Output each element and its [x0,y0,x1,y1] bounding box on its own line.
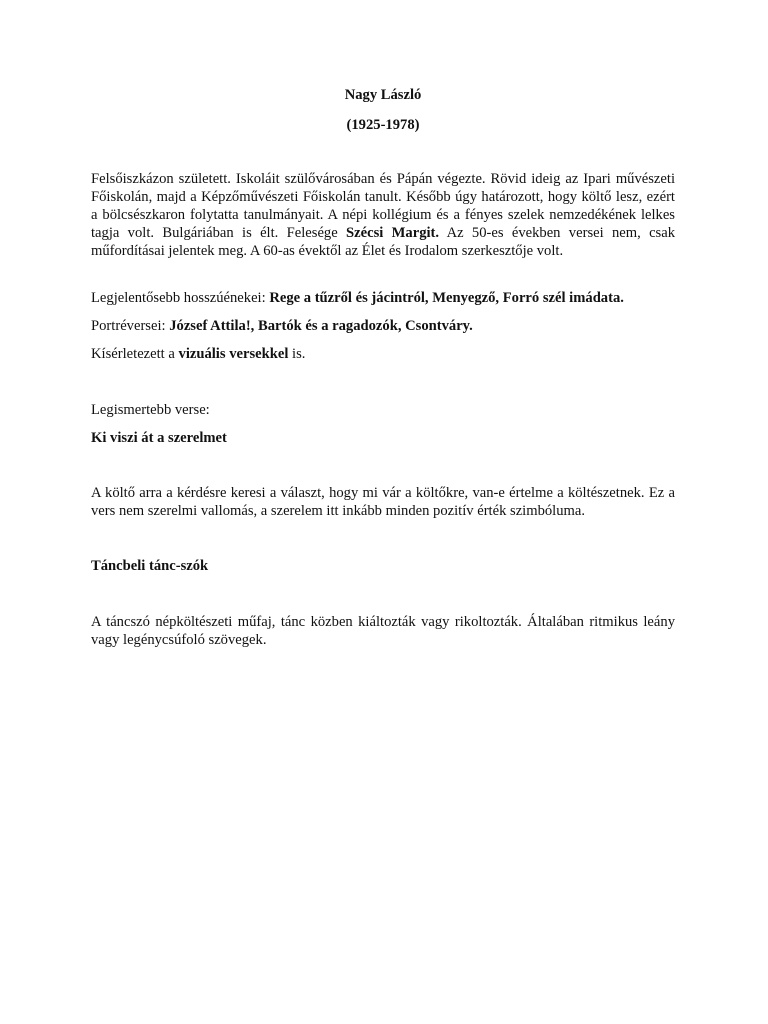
life-years: (1925-1978) [346,117,420,133]
visual-poems-line [91,345,675,363]
dance-description: A táncszó népköltészeti műfaj, tánc közben kiáltozták vagy rikoltozták. Általában ritmikus leány vagy legénycsúfoló szövegek. [91,614,675,648]
portrait-poems-label: Portréversei: [91,318,170,334]
visual-poems-suffix: is. [288,346,306,362]
biography-text-2: Az 50-es években versei nem, csak műfordításai jelentek meg. A 60-as évektől az Élet és Irodalom szerkesztője volt. [91,225,676,259]
biography-paragraph [91,170,675,260]
long-poems-titles: Rege a tűzről és jácintról, Menyegző, Forró szél imádata. [269,290,624,306]
portrait-poems-titles: József Attila!, Bartók és a ragadozók, Csontváry. [169,318,473,334]
best-known-poem-title: Ki viszi át a szerelmet [91,430,227,446]
visual-poems-prefix: Kísérletezett a [91,346,179,362]
portrait-poems-line [91,317,675,335]
author-name: Nagy László [344,87,422,103]
best-known-description: A költő arra a kérdésre keresi a választ, hogy mi vár a költőkre, van-e értelme a költészetnek. Ez a vers nem szerelmi vallomás, a szerelem itt inkább minden pozitív érték szimbóluma. [91,485,675,519]
wife-name: Szécsi Margit. [346,225,440,241]
best-known-label: Legismertebb verse: [91,402,210,418]
long-poems-label: Legjelentősebb hosszúénekei: [91,290,270,306]
dance-section-title: Táncbeli tánc-szók [91,558,209,574]
visual-poems-emphasis: vizuális versekkel [178,346,289,362]
document-page [91,0,675,1024]
biography-text-1: Felsőiszkázon született. Iskoláit szülővárosában és Pápán végezte. Rövid ideig az Ipari művészeti Főiskolán, majd a Képzőművészeti Főiskolán tanult. Később úgy határozott, hogy költő lesz, ezért a bölcsészkaron folytatta tanulmányait. A népi kollégium és a fényes szelek nemzedékének lelkes tagja volt. Bulgáriában is élt. Felesége [91,171,675,241]
long-poems-line [91,289,675,307]
